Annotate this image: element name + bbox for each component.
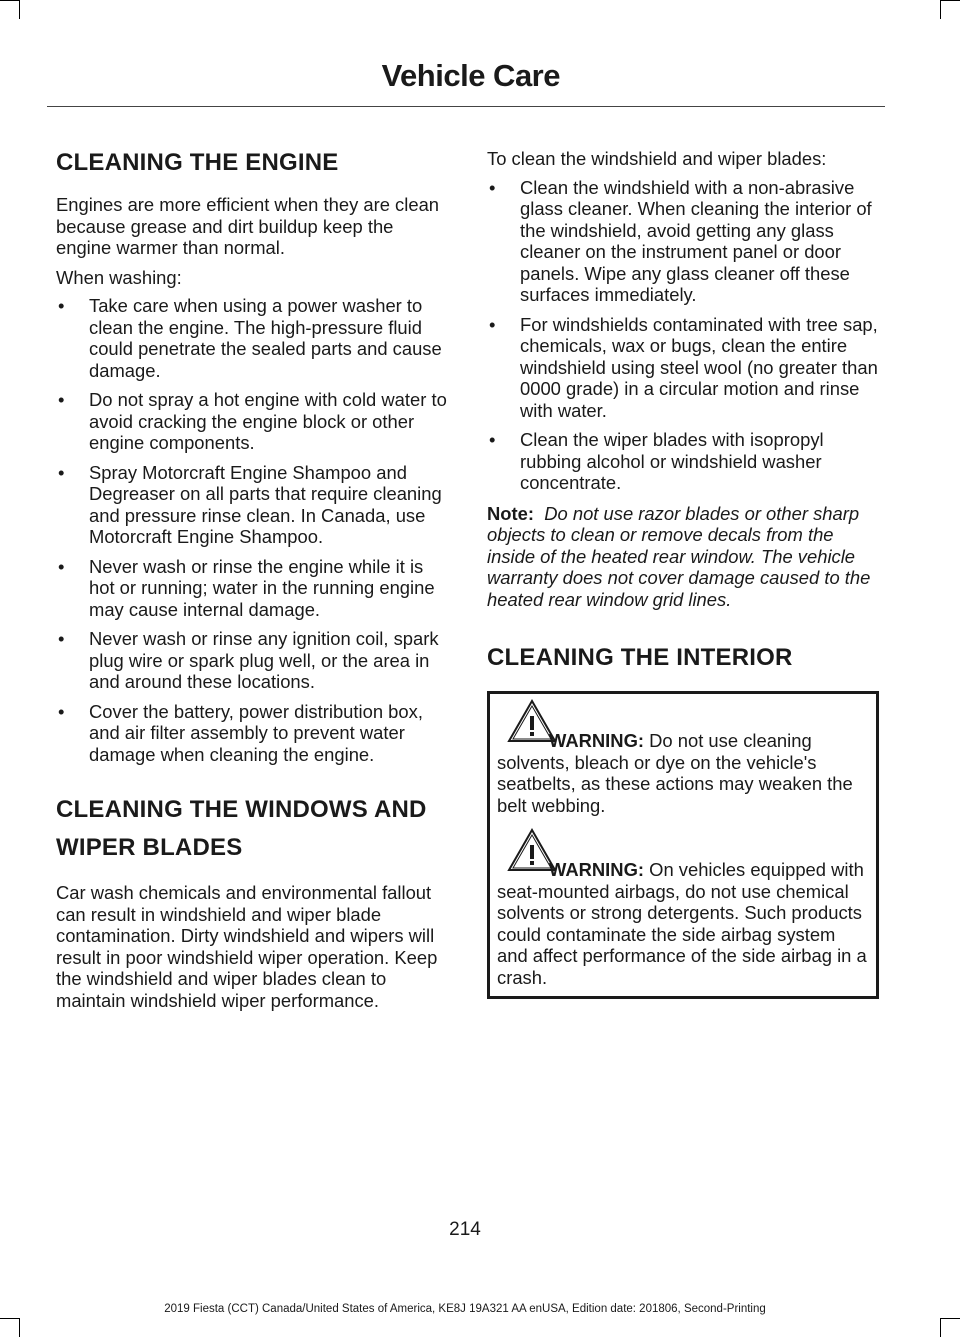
heading-line: WIPER BLADES [56, 834, 243, 861]
footer-edition-info: 2019 Fiesta (CCT) Canada/United States of America, KE8J 19A321 AA enUSA, Edition date: 201806, Second-Printing [164, 1303, 766, 1315]
engine-bullet-list [56, 295, 448, 765]
warning [497, 698, 868, 816]
crop-mark [19, 1318, 20, 1337]
list-item: • Take care when using a power washer to clean the engine. The high-pressure fluid could penetrate the sealed parts and cause damage. [56, 295, 448, 381]
windshield-subhead: To clean the windshield and wiper blades: [487, 148, 827, 169]
note-text: Do not use razor blades or other sharp objects to clean or remove decals from the inside of the heated rear window. The vehicle warranty does not cover damage caused to the heated rear window grid lines. [487, 502, 871, 610]
engine-intro: Engines are more efficient when they are clean because grease and dirt buildup keep the engine warmer than normal. [56, 194, 440, 258]
crop-mark [940, 0, 941, 19]
page-number: 214 [449, 1219, 481, 1240]
list-item: • Never wash or rinse any ignition coil, spark plug wire or spark plug well, or the area in and around these locations. [56, 628, 448, 693]
warning-triangle-icon [506, 827, 558, 873]
warning-body: Do not use cleaning solvents, bleach or dye on the vehicle's seatbelts, as these actions may weaken the belt webbing. [497, 730, 853, 816]
left-column [56, 140, 448, 1011]
crop-mark [0, 1318, 19, 1319]
heading-line: CLEANING THE WINDOWS AND [56, 796, 427, 823]
warning-box [487, 691, 879, 999]
section-heading-cleaning-engine: CLEANING THE ENGINE [56, 149, 339, 176]
right-column [487, 140, 879, 999]
crop-mark [19, 0, 20, 19]
section-heading-cleaning-interior: CLEANING THE INTERIOR [487, 644, 793, 671]
warning-label: WARNING: [549, 730, 645, 751]
warning-triangle-icon [506, 698, 558, 744]
crop-mark [941, 0, 960, 1]
warning-text [497, 859, 868, 988]
section-heading-cleaning-windows [56, 795, 448, 863]
list-item: • Never wash or rinse the engine while it is hot or running; water in the running engine may cause internal damage. [56, 556, 448, 621]
crop-mark [940, 1318, 941, 1337]
list-item: • Clean the wiper blades with isopropyl rubbing alcohol or windshield washer concentrate. [487, 429, 879, 494]
page-header-title: Vehicle Care [381, 58, 560, 93]
windshield-bullet-list [487, 177, 879, 494]
warning [497, 827, 868, 988]
crop-mark [0, 0, 19, 1]
header-rule [47, 106, 885, 107]
note [487, 503, 879, 611]
warning-body: On vehicles equipped with seat-mounted airbags, do not use chemical solvents or strong detergents. Such products could contaminate the side airbag system and affect performance of the side airbag in a crash. [497, 859, 867, 988]
note-label: Note: [487, 502, 534, 524]
list-item: • Do not spray a hot engine with cold water to avoid cracking the engine block or other engine components. [56, 389, 448, 454]
list-item: • For windshields contaminated with tree sap, chemicals, wax or bugs, clean the entire windshield using steel wool (no greater than 0000 grade) in a circular motion and rinse with water. [487, 314, 879, 422]
warning-label: WARNING: [549, 859, 645, 880]
when-washing-label: When washing: [56, 266, 182, 288]
crop-mark [941, 1318, 960, 1319]
list-item: • Spray Motorcraft Engine Shampoo and Degreaser on all parts that require cleaning and pressure rinse clean. In Canada, use Motorcraft Engine Shampoo. [56, 462, 448, 548]
windows-body: Car wash chemicals and environmental fallout can result in windshield and wiper blade contamination. Dirty windshield and wipers will result in poor windshield wiper operation. Keep the windshield and wiper blades clean to maintain windshield wiper performance. [56, 882, 438, 1011]
list-item: • Clean the windshield with a non-abrasive glass cleaner. When cleaning the interior of the windshield, avoid getting any glass cleaner on the instrument panel or door panels. Wipe any glass cleaner off these surfaces immediately. [487, 177, 879, 306]
list-item: • Cover the battery, power distribution box, and air filter assembly to prevent water damage when cleaning the engine. [56, 701, 448, 766]
